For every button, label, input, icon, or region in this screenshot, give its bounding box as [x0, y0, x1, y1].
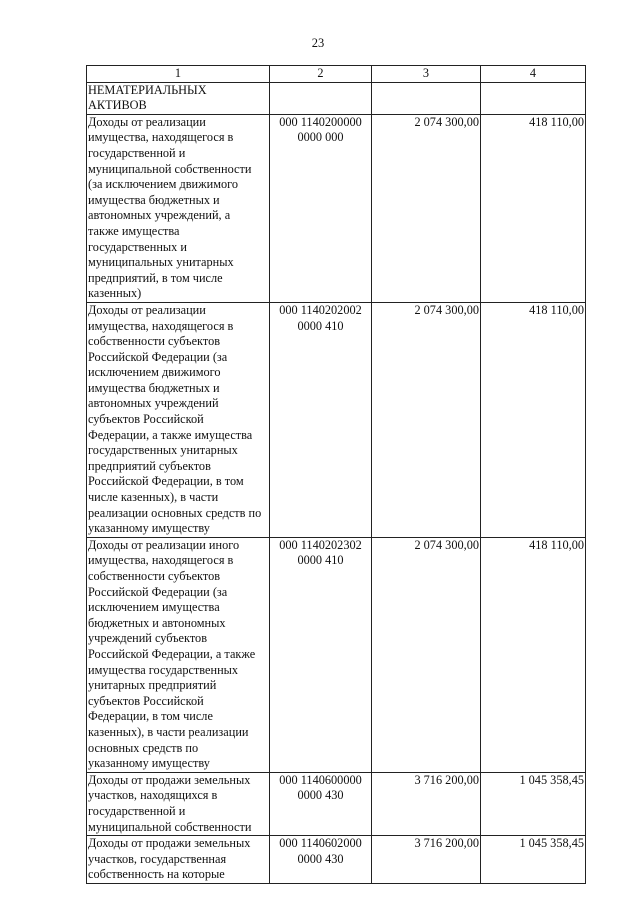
- column-header-4: 4: [481, 66, 586, 83]
- row-name: Доходы от реализации имущества, находящегося в государственной и муниципальной собственности (за исключением движимого имущества бюджетных и автономных учреждений, а также имущества государственных и муниципальных унитарных предприятий, в том числе казенных): [87, 114, 270, 302]
- row-code-line2: 0000 430: [297, 788, 344, 803]
- row-code: [270, 537, 372, 772]
- row-code-line1: 000 1140602000: [279, 836, 362, 851]
- row-value-col3: 3 716 200,00: [372, 836, 481, 884]
- row-value-col3: 2 074 300,00: [372, 114, 481, 302]
- row-value-col3: 2 074 300,00: [372, 537, 481, 772]
- column-header-1: 1: [87, 66, 270, 83]
- row-value-col3: 2 074 300,00: [372, 302, 481, 537]
- row-value-col4: 1 045 358,45: [481, 836, 586, 884]
- table-row: [87, 82, 586, 114]
- row-code: [270, 114, 372, 302]
- column-header-2: 2: [270, 66, 372, 83]
- row-value-col4: 418 110,00: [481, 302, 586, 537]
- row-code-line2: 0000 430: [297, 851, 344, 866]
- table-row: [87, 114, 586, 302]
- row-code: [270, 836, 372, 884]
- row-value-col4: 418 110,00: [481, 114, 586, 302]
- row-name: Доходы от продажи земельных участков, находящихся в государственной и муниципальной собственности: [87, 772, 270, 835]
- page-number: 23: [311, 36, 325, 50]
- row-code: [270, 772, 372, 835]
- table-row: [87, 537, 586, 772]
- row-code-line1: 000 1140202002: [279, 302, 362, 317]
- column-header-3: 3: [372, 66, 481, 83]
- row-value-col3: [372, 82, 481, 114]
- budget-revenue-table: [86, 65, 586, 884]
- table-header-row: [87, 66, 586, 83]
- row-name: Доходы от продажи земельных участков, государственная собственность на которые: [87, 836, 270, 884]
- table-row: [87, 302, 586, 537]
- row-value-col3: 3 716 200,00: [372, 772, 481, 835]
- row-name: НЕМАТЕРИАЛЬНЫХ АКТИВОВ: [87, 82, 270, 114]
- row-code-line2: 0000 000: [297, 130, 344, 145]
- row-code-line1: 000 1140600000: [279, 772, 362, 787]
- table-row: [87, 836, 586, 884]
- row-code-line2: 0000 410: [297, 318, 344, 333]
- row-code-line1: 000 1140200000: [279, 114, 362, 129]
- row-name: Доходы от реализации имущества, находящегося в собственности субъектов Российской Федерации (за исключением движимого имущества бюджетных и автономных учреждений субъектов Российской Федерации, а также имущества государственных унитарных предприятий субъектов Российской Федерации, в том числе казенных), в части реализации основных средств по указанному имуществу: [87, 302, 270, 537]
- row-code: [270, 302, 372, 537]
- row-name: Доходы от реализации иного имущества, находящегося в собственности субъектов Российской Федерации (за исключением имущества бюджетных и автономных учреждений субъектов Российской Федерации, а также имущества государственных унитарных предприятий субъектов Российской Федерации, в том числе казенных), в части реализации основных средств по указанному имуществу: [87, 537, 270, 772]
- table-row: [87, 772, 586, 835]
- row-value-col4: 1 045 358,45: [481, 772, 586, 835]
- row-value-col4: 418 110,00: [481, 537, 586, 772]
- row-code: [270, 82, 372, 114]
- row-code-line1: 000 1140202302: [279, 537, 362, 552]
- row-value-col4: [481, 82, 586, 114]
- row-code-line2: 0000 410: [297, 553, 344, 568]
